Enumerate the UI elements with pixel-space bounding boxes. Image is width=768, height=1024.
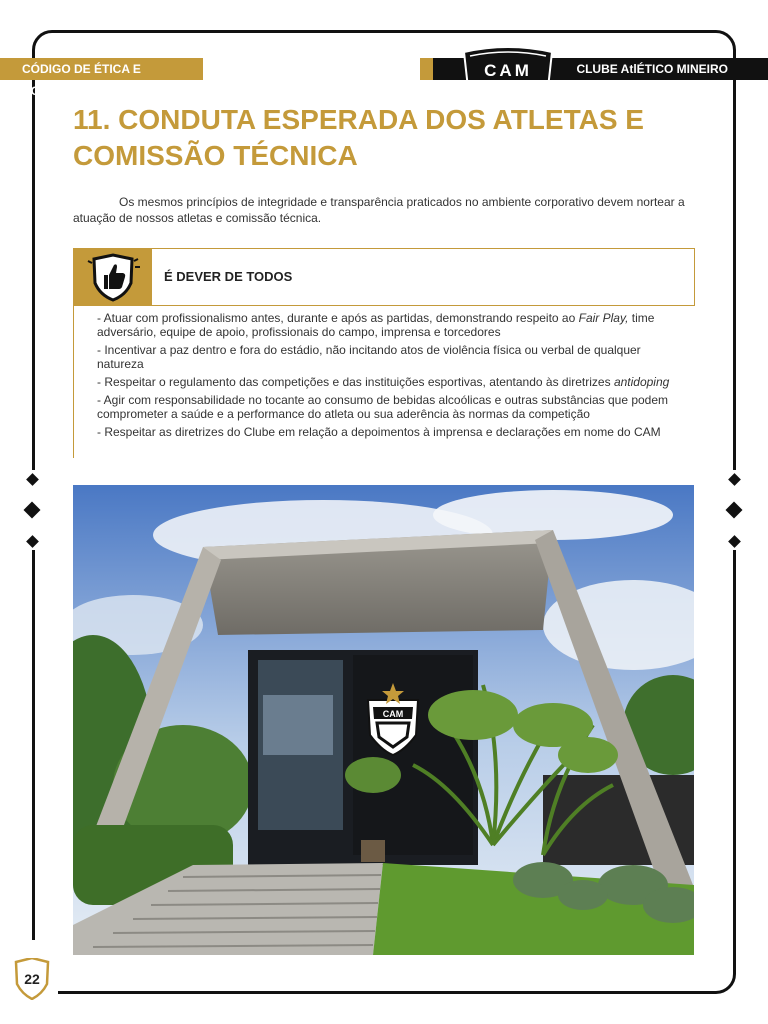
club-crest-logo	[460, 48, 556, 80]
duty-title: É DEVER DE TODOS	[164, 269, 293, 284]
section-title: 11. CONDUTA ESPERADA DOS ATLETAS E COMISSÃO TÉCNICA	[73, 104, 644, 171]
duty-side-rule	[73, 306, 74, 458]
page-number-badge	[14, 958, 50, 1000]
duty-list	[97, 311, 690, 443]
thumbs-up-shield-icon	[74, 249, 152, 305]
duty-item: - Respeitar as diretrizes do Clube em relação a depoimentos à imprensa e declarações em nome do CAM	[97, 425, 661, 439]
duty-icon-panel	[74, 249, 152, 305]
club-bar-accent	[420, 58, 433, 80]
duty-header-box	[73, 248, 695, 306]
training-center-photo	[73, 485, 694, 955]
intro-paragraph: Os mesmos princípios de integridade e transparência praticados no ambiente corporativo devem nortear a atuação de nossos atletas e comissão técnica.	[73, 195, 685, 225]
crest-text: CAM	[484, 61, 532, 80]
club-name-label: CLUBE AtlÉTICO MINEIRO	[576, 62, 728, 76]
duty-item: - Agir com responsabilidade no tocante ao consumo de bebidas alcoólicas e outras substâncias que podem comprometer a saúde e a performance do atleta ou sua aderência às normas da competição	[97, 393, 669, 421]
document-title-tab: CÓDIGO DE ÉTICA E CONDUTA	[0, 58, 203, 80]
duty-item: - Respeitar o regulamento das competições e das instituições esportivas, atentando às diretrizes antidoping	[97, 375, 670, 389]
photo-crest-text: CAM	[382, 709, 404, 719]
page-number: 22	[24, 971, 40, 987]
duty-item: - Atuar com profissionalismo antes, durante e após as partidas, demonstrando respeito ao Fair Play, time adversário, equipe de apoio, profissionais do campo, imprensa e torcedores	[97, 311, 655, 339]
duty-item: - Incentivar a paz dentro e fora do estádio, não incitando atos de violência física ou verbal de qualquer natureza	[97, 343, 641, 371]
